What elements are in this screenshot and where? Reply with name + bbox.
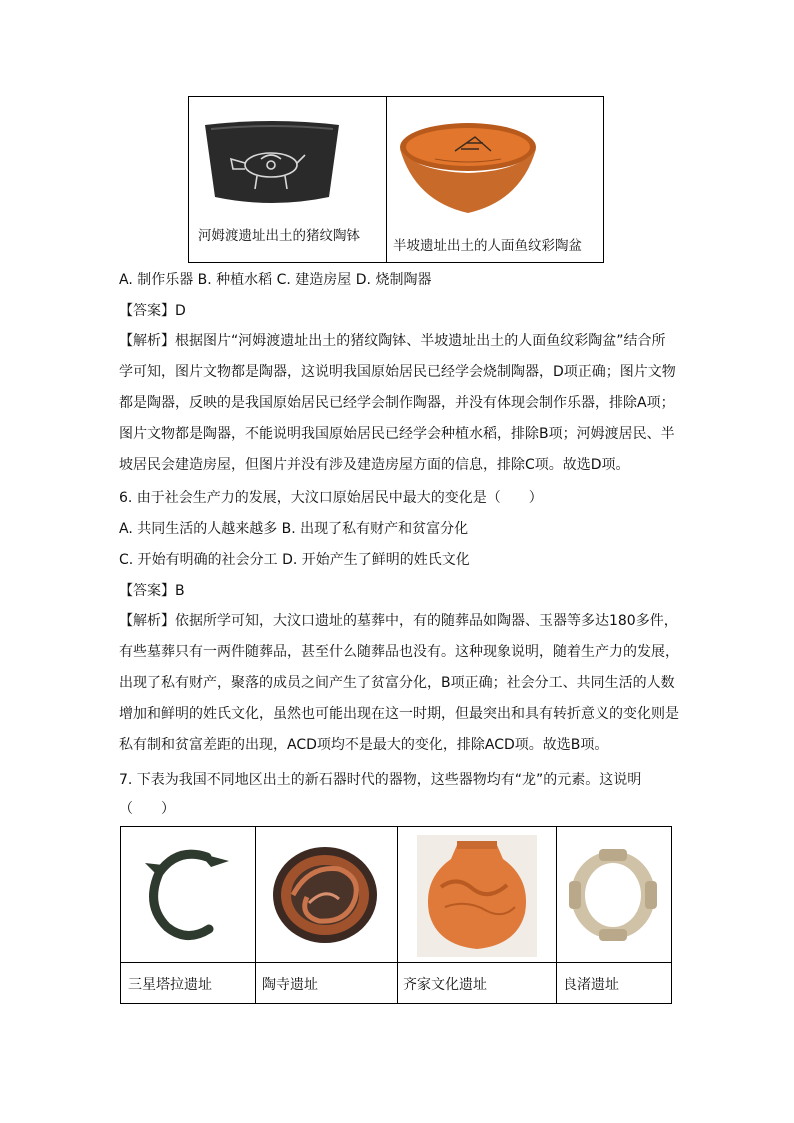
table-divider bbox=[397, 827, 398, 1003]
pig-pattern-pottery-bowl-image bbox=[201, 119, 343, 211]
figure-caption: 半坡遗址出土的人面鱼纹彩陶盆 bbox=[393, 238, 582, 254]
figure-caption: 河姆渡遗址出土的猪纹陶钵 bbox=[198, 228, 360, 244]
question-6-analysis: 【解析】依据所学可知，大汶口遗址的墓葬中，有的随葬品如陶器、玉器等多达180多件，有些墓葬只有一两件随葬品，甚至什么随葬品也没有。这种现象说明，随着生产力的发展，出现了私有财产，聚落的成员之间产生了贫富分化，B项正确；社会分工、共同生活的人数增加和鲜明的姓氏文化，虽然也可能出现在这一时期，但最突出和具有转折意义的变化则是私有制和贫富差距的出现，ACD项均不是最大的变化，排除ACD项。故选B项。 bbox=[119, 613, 679, 753]
table-label-taosi: 陶寺遗址 bbox=[262, 977, 318, 993]
question-5-analysis: 【解析】根据图片“河姆渡遗址出土的猪纹陶钵、半坡遗址出土的人面鱼纹彩陶盆”结合所学可知，图片文物都是陶器，这说明我国原始居民已经学会烧制陶器，D项正确；图片文物都是陶器，反映的是我国原始居民已经学会制作陶器，并没有体现会制作乐器，排除A项；图片文物都是陶器，不能说明我国原始居民已经学会种植水稻，排除B项；河姆渡居民、半坡居民会建造房屋，但图片并没有涉及建造房屋方面的信息，排除C项。故选D项。 bbox=[119, 333, 676, 473]
jade-bracelet-dragon-image bbox=[565, 847, 661, 943]
question-6-answer: 【答案】B bbox=[119, 583, 185, 599]
question-5-options: A. 制作乐器 B. 种植水稻 C. 建造房屋 D. 烧制陶器 bbox=[119, 272, 432, 288]
question-7-stem: 7. 下表为我国不同地区出土的新石器时代的器物，这些器物均有“龙”的元素。这说明 bbox=[119, 772, 642, 788]
table-label-qijia: 齐家文化遗址 bbox=[403, 977, 487, 993]
question-6-options-line1: A. 共同生活的人越来越多 B. 出现了私有财产和贫富分化 bbox=[119, 521, 469, 537]
human-face-fish-pattern-basin-image bbox=[395, 111, 541, 223]
painted-dragon-plate-image bbox=[269, 843, 381, 947]
dragon-artifact-table bbox=[120, 826, 672, 1004]
table-divider bbox=[121, 962, 671, 963]
table-label-liangzhu: 良渚遗址 bbox=[563, 977, 619, 993]
question-6-options-line2: C. 开始有明确的社会分工 D. 开始产生了鲜明的姓氏文化 bbox=[119, 552, 470, 568]
pig-pottery-cell bbox=[189, 97, 387, 262]
jade-dragon-c-shape-image bbox=[137, 843, 241, 947]
question-7-stem-bracket: （ ） bbox=[119, 801, 175, 817]
table-divider bbox=[556, 827, 557, 1003]
fish-pottery-cell bbox=[387, 97, 603, 262]
table-label-sanxingtala: 三星塔拉遗址 bbox=[128, 977, 212, 993]
pottery-jar-dragon-relief-image bbox=[417, 835, 537, 957]
table-divider bbox=[255, 827, 256, 1003]
question-6-stem: 6. 由于社会生产力的发展，大汶口原始居民中最大的变化是（ ） bbox=[119, 490, 543, 506]
artifact-image-table bbox=[188, 96, 604, 263]
question-5-answer: 【答案】D bbox=[119, 303, 186, 319]
